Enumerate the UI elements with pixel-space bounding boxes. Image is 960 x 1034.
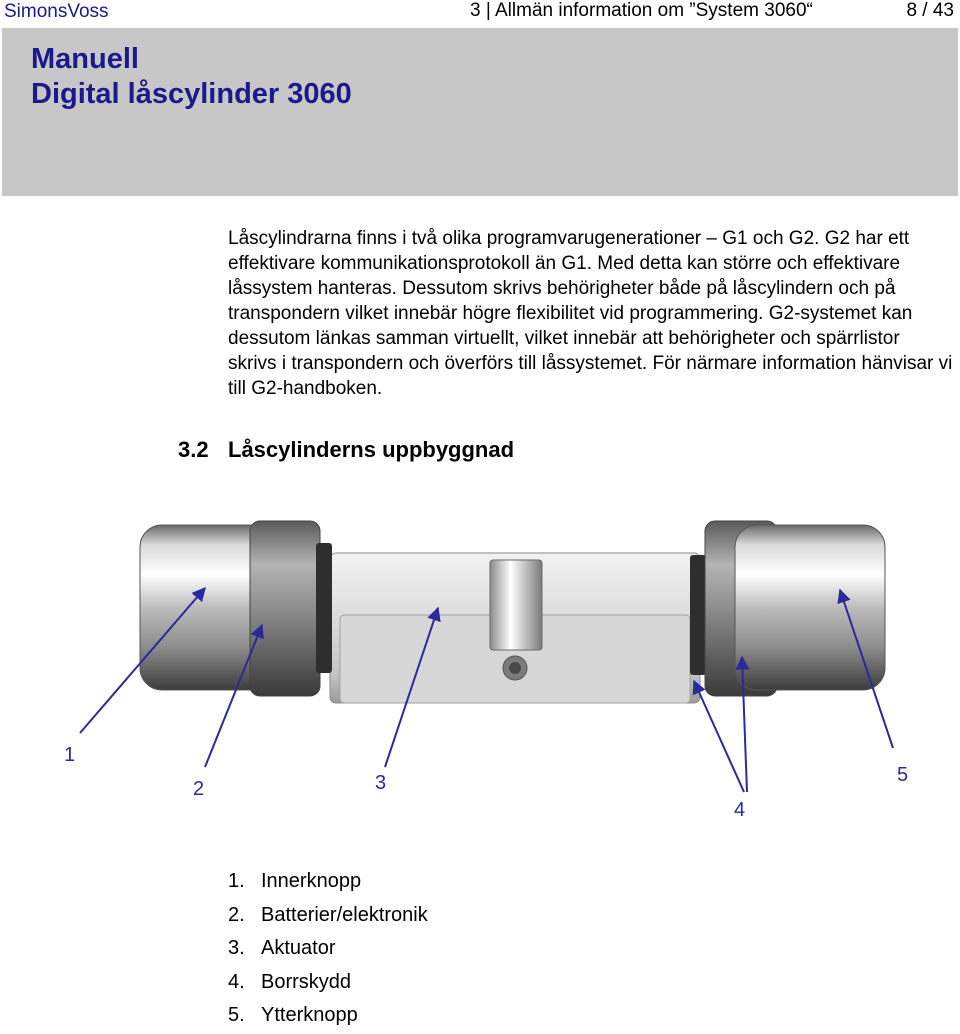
document-title-line-1: Manuell [31, 43, 139, 75]
callout-arrow-4a [694, 681, 744, 792]
lock-cylinder-figure [0, 505, 960, 835]
list-item: 2. Batterier/elektronik [228, 903, 428, 926]
left-collar [250, 521, 332, 696]
callout-label-5: 5 [897, 764, 909, 786]
list-item: 3. Aktuator [228, 937, 336, 959]
section-number: 3.2 [178, 437, 209, 462]
title-banner [2, 28, 958, 196]
component-legend [228, 866, 428, 1034]
list-item: 1. Innerknopp [228, 870, 362, 892]
section-title: Låscylinderns uppbyggnad [228, 437, 515, 462]
callout-label-2: 2 [193, 778, 205, 800]
brand-name: SimonsVoss [4, 1, 109, 22]
list-item: 4. Borrskydd [228, 970, 352, 993]
chapter-title: 3 | Allmän information om ”System 3060“ [470, 0, 813, 21]
page-header [0, 0, 960, 28]
outer-knob [735, 525, 885, 690]
actuator-cam [490, 560, 542, 650]
document-title-line-2: Digital låscylinder 3060 [31, 78, 352, 110]
page-number: 8 / 43 [906, 0, 954, 21]
document-title [31, 42, 352, 112]
callout-label-3: 3 [375, 772, 387, 794]
list-item: 5. Ytterknopp [228, 1004, 358, 1026]
callout-label-1: 1 [64, 744, 76, 766]
section-heading [178, 437, 514, 463]
body-paragraph: Låscylindrarna finns i två olika programvarugenerationer – G1 och G2. G2 har ett effektivare kommunikationsprotokoll än G1. Med detta kan större och effektivare låssystem hanteras. Dessutom skrivs behörigheter både på låscylindern och på transpondern vilket innebär högre flexibilitet vid programmering. G2-systemet kan dessutom länkas samman virtuellt, vilket innebär att behörigheter och spärrlistor skrivs i transpondern och överförs till låssystemet. För närmare information hänvisar vi till G2-handboken. [228, 228, 953, 399]
callout-label-4: 4 [734, 799, 746, 821]
